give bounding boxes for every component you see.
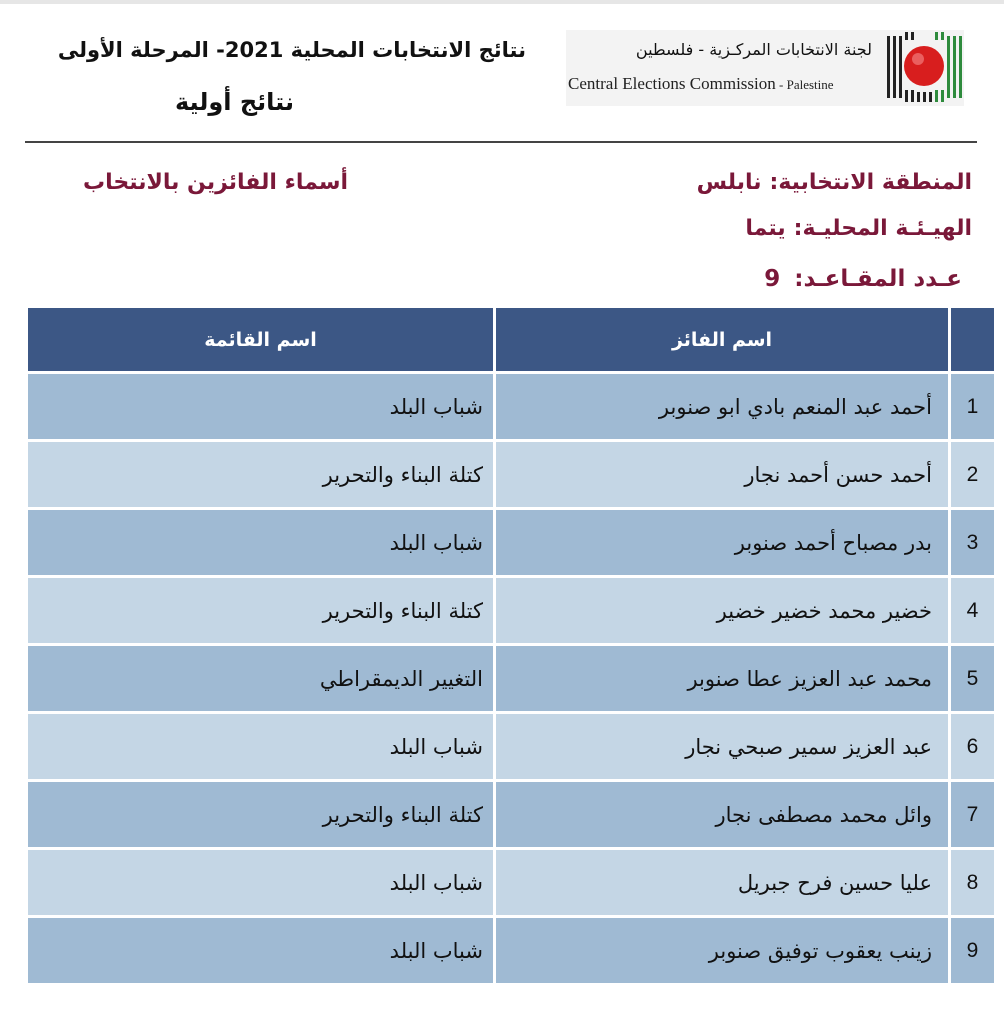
district-label: المنطقة الانتخابية: [769, 170, 972, 195]
winners-heading: أسماء الفائزين بالانتخاب [83, 170, 349, 195]
list-name: كتلة البناء والتحرير [28, 782, 493, 847]
row-number: 4 [951, 578, 994, 643]
page-subtitle: نتائج أولية [175, 88, 294, 116]
page-title: نتائج الانتخابات المحلية 2021- المرحلة الأولى [57, 38, 526, 62]
table-row [28, 782, 994, 847]
results-table [25, 305, 997, 986]
table-row [28, 646, 994, 711]
list-name: كتلة البناء والتحرير [28, 442, 493, 507]
table-row [28, 850, 994, 915]
row-number: 1 [951, 374, 994, 439]
row-number: 8 [951, 850, 994, 915]
table-row [28, 374, 994, 439]
row-number: 5 [951, 646, 994, 711]
table-row [28, 714, 994, 779]
header-list-name: اسم القائمة [28, 308, 493, 371]
header-divider [25, 141, 977, 143]
local-body-value: يتما [745, 216, 786, 241]
table-row [28, 510, 994, 575]
list-name: شباب البلد [28, 510, 493, 575]
list-name: شباب البلد [28, 714, 493, 779]
logo-english-suffix: - Palestine [775, 77, 834, 92]
table-row [28, 578, 994, 643]
list-name: التغيير الديمقراطي [28, 646, 493, 711]
winner-name: أحمد حسن أحمد نجار [496, 442, 948, 507]
row-number: 9 [951, 918, 994, 983]
seats-value: 9 [764, 266, 781, 292]
list-name: شباب البلد [28, 918, 493, 983]
district-value: نابلس [696, 170, 762, 195]
winner-name: محمد عبد العزيز عطا صنوبر [496, 646, 948, 711]
cec-emblem-icon [887, 30, 963, 106]
winner-name: أحمد عبد المنعم بادي ابو صنوبر [496, 374, 948, 439]
cec-logo [566, 30, 964, 106]
winner-name: وائل محمد مصطفى نجار [496, 782, 948, 847]
top-border [0, 0, 1004, 4]
winner-name: زينب يعقوب توفيق صنوبر [496, 918, 948, 983]
table-row [28, 918, 994, 983]
row-number: 6 [951, 714, 994, 779]
header-winner-name: اسم الفائز [496, 308, 948, 371]
header-number [951, 308, 994, 371]
list-name: شباب البلد [28, 374, 493, 439]
logo-arabic-text: لجنة الانتخابات المركـزية - فلسطين [635, 40, 872, 59]
winner-name: خضير محمد خضير خضير [496, 578, 948, 643]
row-number: 3 [951, 510, 994, 575]
district-line [697, 170, 972, 195]
table-row [28, 442, 994, 507]
local-body-line [745, 216, 972, 241]
winner-name: عليا حسين فرح جبريل [496, 850, 948, 915]
list-name: شباب البلد [28, 850, 493, 915]
local-body-label: الهيـئـة المحليـة: [793, 216, 972, 241]
list-name: كتلة البناء والتحرير [28, 578, 493, 643]
winner-name: عبد العزيز سمير صبحي نجار [496, 714, 948, 779]
logo-english-main: Central Elections Commission [568, 74, 776, 93]
row-number: 2 [951, 442, 994, 507]
seats-label: عـدد المقـاعـد: [794, 266, 962, 292]
row-number: 7 [951, 782, 994, 847]
table-body [28, 374, 994, 983]
table-header-row [28, 308, 994, 371]
logo-english-text [568, 74, 834, 94]
seats-line [764, 266, 962, 292]
winner-name: بدر مصباح أحمد صنوبر [496, 510, 948, 575]
